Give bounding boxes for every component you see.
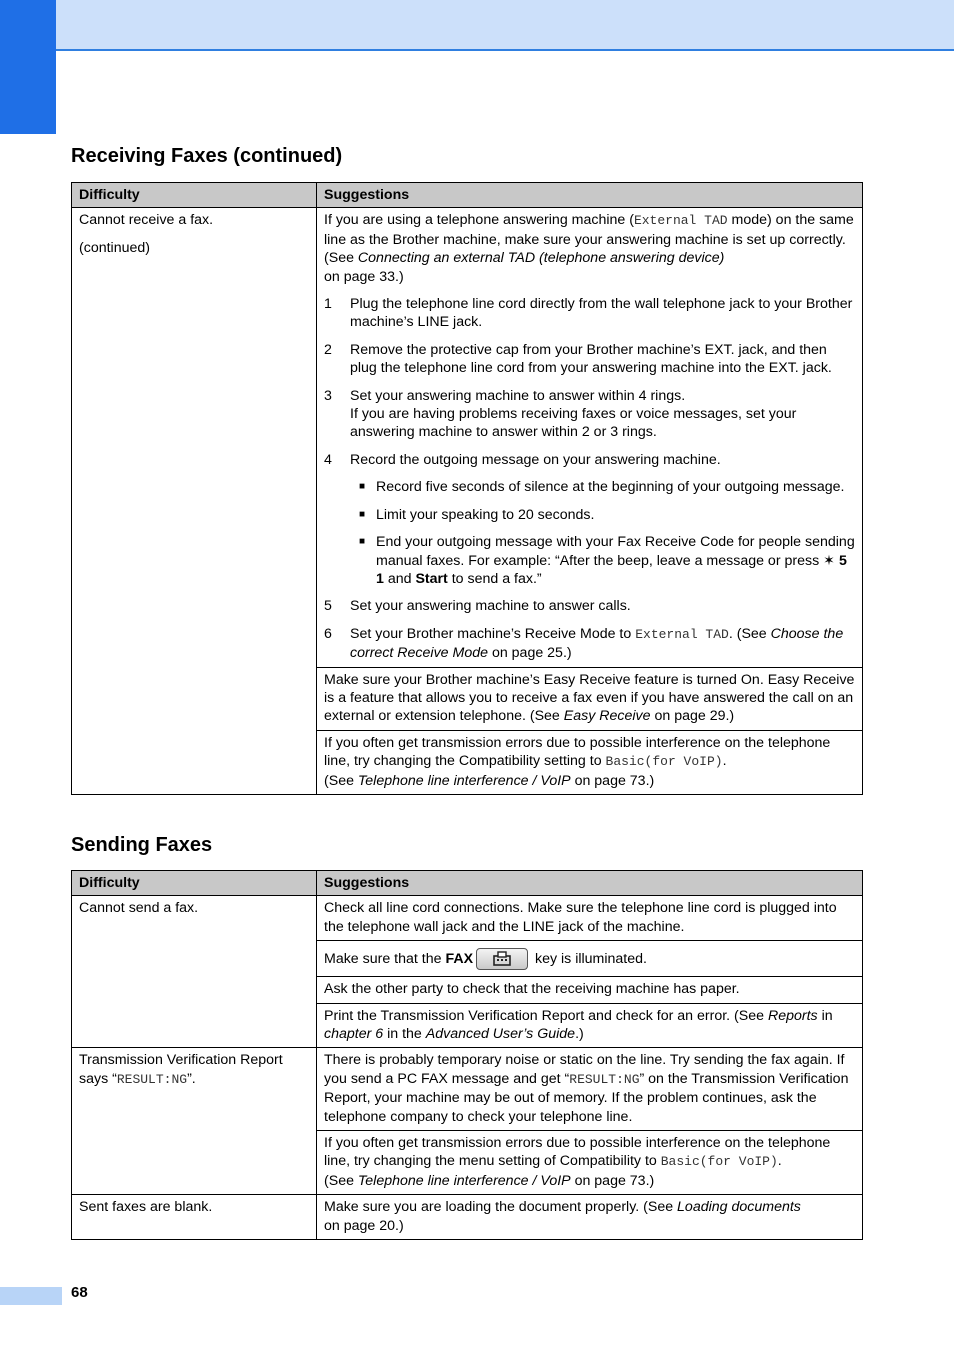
difficulty-cell: Sent faxes are blank. bbox=[72, 1195, 317, 1240]
list-item: 1 Plug the telephone line cord directly from the wall telephone jack to your Brother machine’s LINE jack. bbox=[324, 296, 853, 331]
list-item: 2 Remove the protective cap from your Brother machine’s EXT. jack, and then plug the telephone line cord from your answering machine into the EXT. jack. bbox=[324, 341, 832, 377]
difficulty-cell: Transmission Verification Report says “RESULT:NG”. bbox=[72, 1048, 317, 1195]
suggestion-cell: Make sure you are loading the document properly. (See Loading documents on page 20.) bbox=[317, 1195, 863, 1240]
bullet-square-icon: ■ bbox=[359, 481, 366, 493]
col-suggestions: Suggestions bbox=[317, 871, 863, 896]
table-row bbox=[72, 1048, 863, 1131]
difficulty-cell: Cannot send a fax. bbox=[72, 896, 317, 1048]
list-item: 4 Record the outgoing message on your answering machine. bbox=[324, 451, 721, 468]
page-number: 68 bbox=[71, 1284, 88, 1301]
star-key-icon: ✶ bbox=[823, 552, 836, 569]
suggestion-cell: Ask the other party to check that the receiving machine has paper. bbox=[317, 977, 863, 1003]
chapter-tab bbox=[0, 0, 56, 134]
bullet-item: ■ Limit your speaking to 20 seconds. bbox=[359, 506, 595, 523]
header-band bbox=[0, 0, 954, 51]
difficulty-cell bbox=[72, 208, 317, 795]
section-title-receiving: Receiving Faxes (continued) bbox=[71, 145, 343, 167]
difficulty-text: Cannot receive a fax. bbox=[79, 212, 214, 229]
bullet-square-icon: ■ bbox=[359, 536, 366, 548]
col-suggestions: Suggestions bbox=[317, 183, 863, 208]
table-header-row bbox=[72, 871, 863, 896]
difficulty-continued: (continued) bbox=[79, 239, 150, 256]
col-difficulty: Difficulty bbox=[72, 183, 317, 208]
section-title-sending: Sending Faxes bbox=[71, 834, 213, 856]
col-difficulty: Difficulty bbox=[72, 871, 317, 896]
bullet-item: ■ Record five seconds of silence at the beginning of your outgoing message. bbox=[359, 479, 845, 496]
tad-intro: If you are using a telephone answering machine (External TAD mode) on the same line as the Brother machine, make sure your answering machine is set up correctly. (See Connecting an external TAD (telephone answering device) on page 33.) bbox=[324, 212, 854, 285]
suggestion-cell: If you often get transmission errors due to possible interference on the telephone line, try changing the menu setting of Compatibility to Basic(for VoIP). (See Telephone line interference / VoIP on page 73.) bbox=[317, 1131, 863, 1195]
suggestion-cell: There is probably temporary noise or static on the line. Try sending the fax again. If you send a PC FAX message and get “RESULT:NG” on the Transmission Verification Report, your machine may be out of memory. If the problem continues, ask the telephone company to check your telephone line. bbox=[317, 1048, 863, 1131]
receiving-table bbox=[71, 182, 863, 795]
suggestion-cell: Make sure your Brother machine’s Easy Receive feature is turned On. Easy Receive is a feature that allows you to receive a fax even if you have answered the call on an external or extension telephone. (See Easy Receive on page 29.) bbox=[317, 667, 863, 730]
suggestion-cell: If you often get transmission errors due to possible interference on the telephone line, try changing the Compatibility setting to Basic(for VoIP). (See Telephone line interference / VoIP on page 73.) bbox=[317, 730, 863, 794]
table-row bbox=[72, 896, 863, 941]
list-item: 3 Set your answering machine to answer within 4 rings. If you are having problems receiving faxes or voice messages, set your answering machine to answer within 2 or 3 rings. bbox=[324, 387, 797, 441]
table-row bbox=[72, 208, 863, 667]
bullet-square-icon: ■ bbox=[359, 508, 366, 520]
list-item: 6 Set your Brother machine’s Receive Mode to External TAD. (See Choose the correct Receive Mode on page 25.) bbox=[324, 625, 844, 662]
fax-key-icon bbox=[476, 948, 528, 970]
suggestion-cell: Check all line cord connections. Make sure the telephone line cord is plugged into the telephone wall jack and the LINE jack of the machine. bbox=[317, 896, 863, 941]
suggestion-cell: Make sure that the FAX key is illuminated. bbox=[317, 941, 863, 977]
bullet-item: ■ End your outgoing message with your Fax Receive Code for people sending manual faxes. For example: “After the beep, leave a message or press ✶ 5 1 and Start to send a fax.” bbox=[359, 534, 855, 587]
suggestion-cell bbox=[317, 208, 863, 667]
sending-table bbox=[71, 870, 863, 1240]
suggestion-cell: Print the Transmission Verification Report and check for an error. (See Reports in chapter 6 in the Advanced User’s Guide.) bbox=[317, 1003, 863, 1048]
footer-tab bbox=[0, 1287, 62, 1305]
table-header-row bbox=[72, 183, 863, 208]
table-row bbox=[72, 1195, 863, 1240]
list-item: 5 Set your answering machine to answer calls. bbox=[324, 598, 631, 615]
